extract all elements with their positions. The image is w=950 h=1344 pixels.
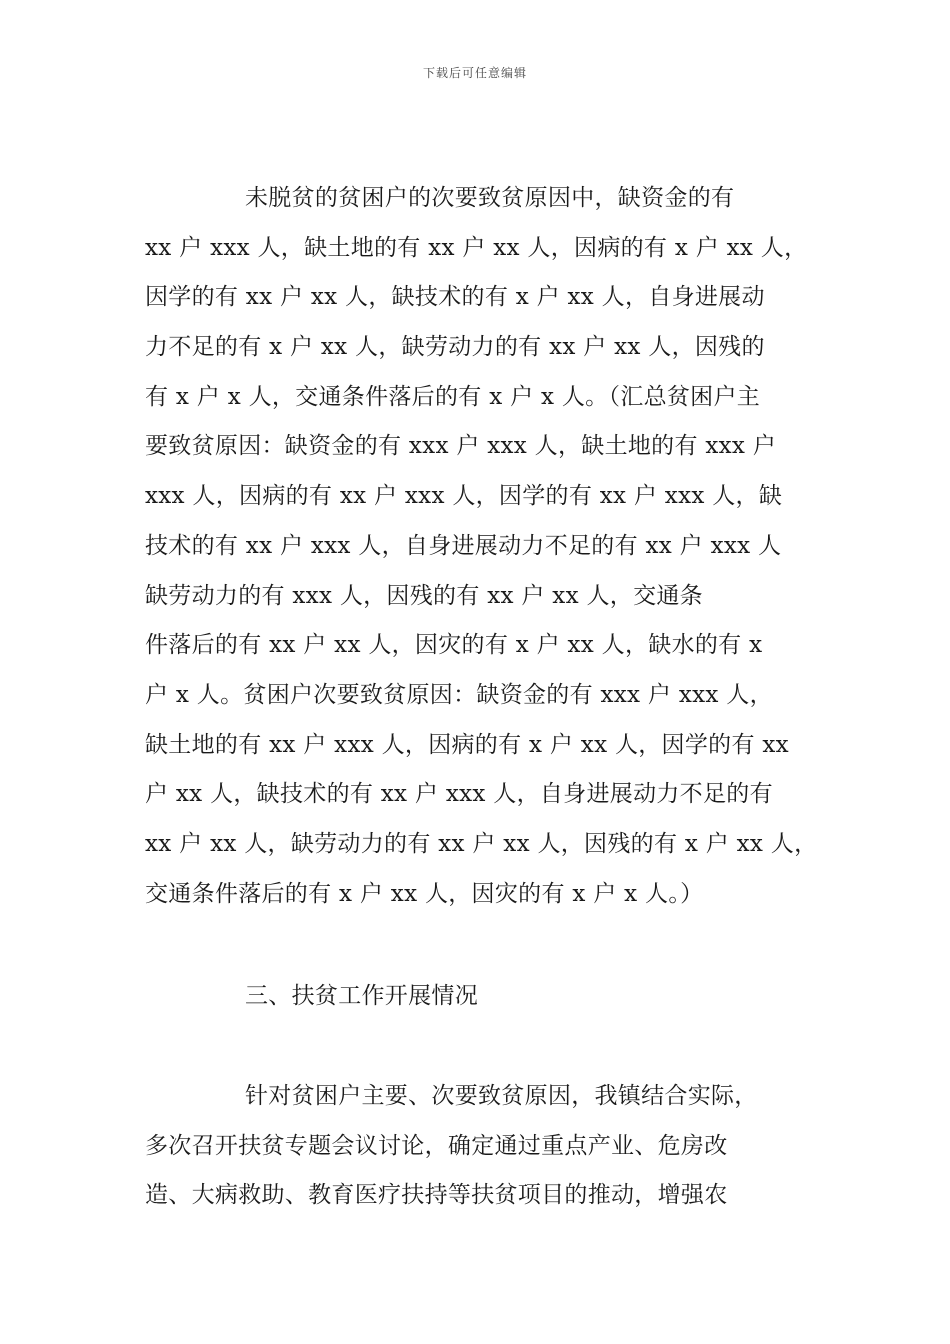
paragraph-line: 户 xx 人，缺技术的有 xx 户 xxx 人，自身进展动力不足的有: [145, 781, 773, 808]
paragraph-line: 技术的有 xx 户 xxx 人，自身进展动力不足的有 xx 户 xxx 人: [145, 532, 782, 559]
paragraph-line: 缺土地的有 xx 户 xxx 人，因病的有 x 户 xx 人，因学的有 xx: [145, 731, 789, 758]
paragraph-line: xxx 人，因病的有 xx 户 xxx 人，因学的有 xx 户 xxx 人，缺: [145, 483, 783, 510]
paragraph-line: 力不足的有 x 户 xx 人，缺劳动力的有 xx 户 xx 人，因残的: [145, 334, 765, 361]
paragraph-line: 件落后的有 xx 户 xx 人，因灾的有 x 户 xx 人，缺水的有 x: [145, 632, 763, 659]
section-heading-text: 三、扶贫工作开展情况: [245, 983, 478, 1009]
paragraph-line: 多次召开扶贫专题会议讨论，确定通过重点产业、危房改: [145, 1132, 728, 1159]
paragraph-line: 造、大病救助、教育医疗扶持等扶贫项目的推动，增强农: [145, 1182, 728, 1209]
paragraph-line: 针对贫困户主要、次要致贫原因，我镇结合实际，: [245, 1083, 758, 1109]
paragraph-line: 未脱贫的贫困户的次要致贫原因中，缺资金的有: [245, 185, 735, 211]
paragraph-poverty-causes: [145, 174, 835, 919]
paragraph-line: xx 户 xx 人，缺劳动力的有 xx 户 xx 人，因残的有 x 户 xx 人，: [145, 830, 818, 857]
paragraph-line: 有 x 户 x 人，交通条件落后的有 x 户 x 人。（汇总贫困户主: [145, 383, 761, 410]
paragraph-work-measures: [145, 1072, 835, 1221]
paragraph-line: xx 户 xxx 人，缺土地的有 xx 户 xx 人，因病的有 x 户 xx 人，: [145, 234, 808, 261]
paragraph-line: 缺劳动力的有 xxx 人，因残的有 xx 户 xx 人，交通条: [145, 582, 703, 609]
paragraph-line: 因学的有 xx 户 xx 人，缺技术的有 x 户 xx 人，自身进展动: [145, 284, 765, 311]
paragraph-line: 户 x 人。贫困户次要致贫原因：缺资金的有 xxx 户 xxx 人，: [145, 681, 773, 708]
paragraph-line: 交通条件落后的有 x 户 xx 人，因灾的有 x 户 x 人。）: [145, 880, 704, 907]
section-heading-3: [145, 972, 835, 1022]
paragraph-line: 要致贫原因：缺资金的有 xxx 户 xxx 人，缺土地的有 xxx 户: [145, 433, 777, 460]
page-header: 下载后可任意编辑: [422, 66, 527, 80]
